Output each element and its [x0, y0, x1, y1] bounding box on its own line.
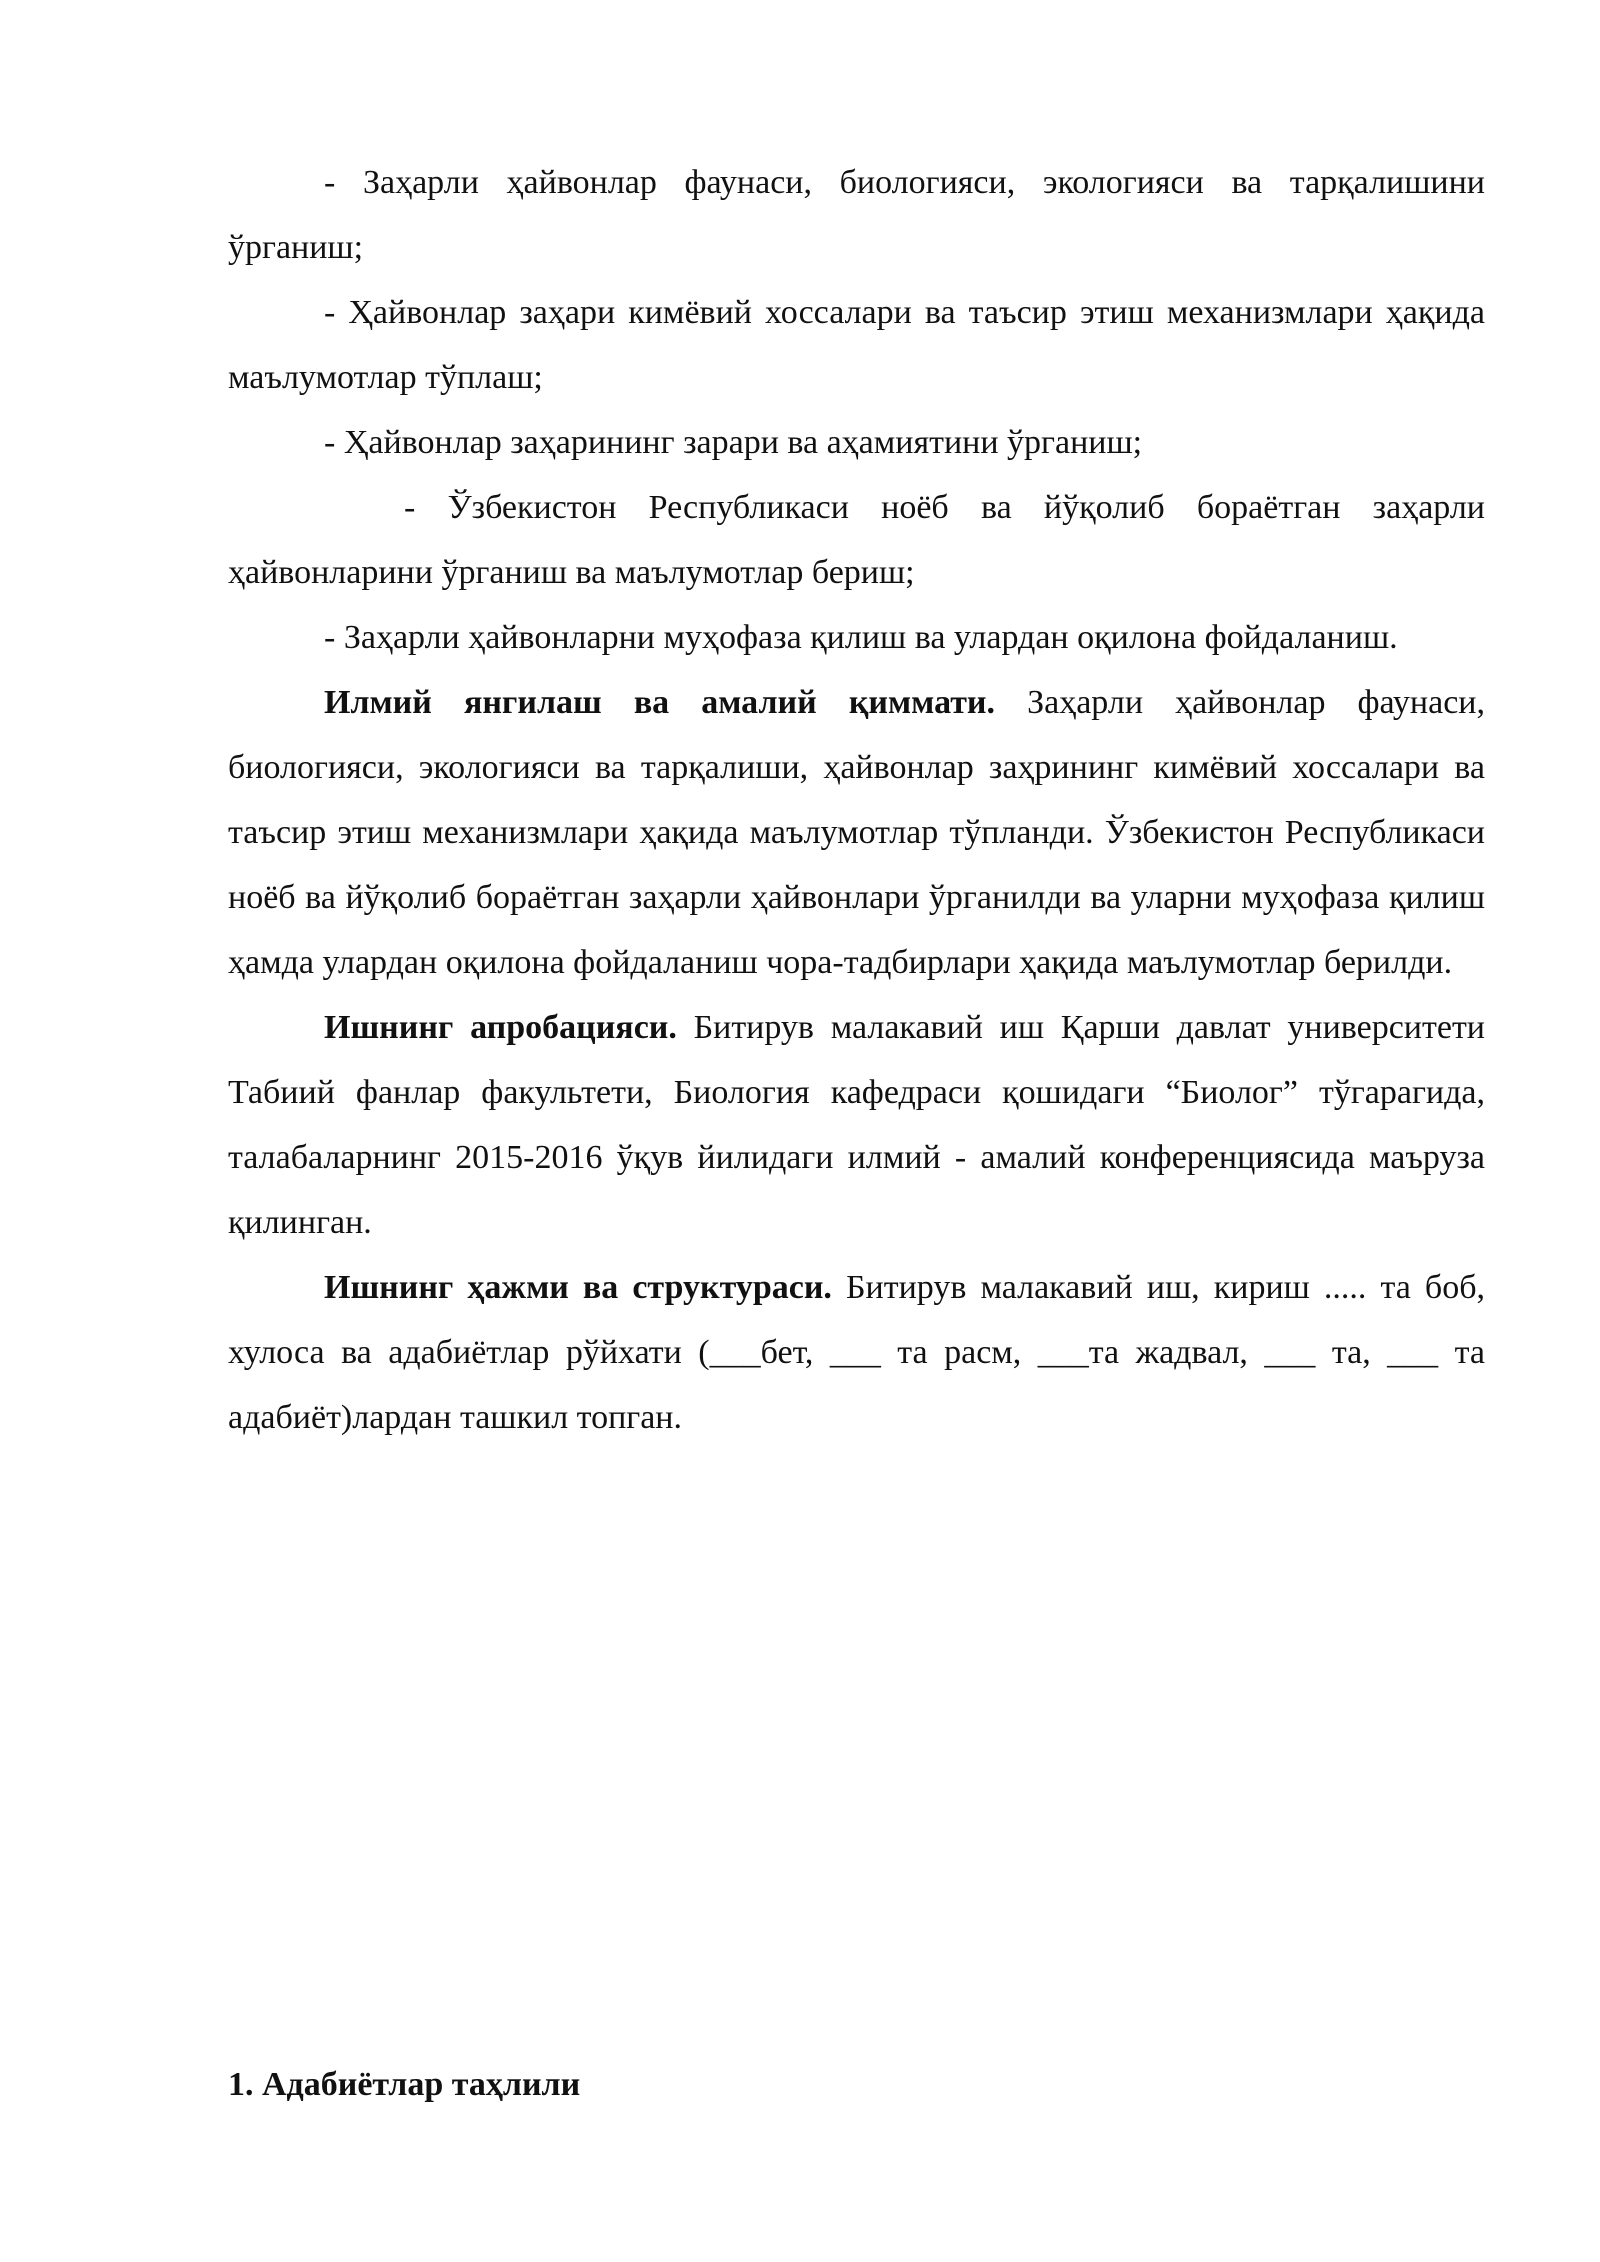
approbation-lead: Ишнинг апробацияси.: [324, 1009, 677, 1046]
section-heading: 1. Адабиётлар таҳлили: [228, 2066, 581, 2103]
structure-paragraph: [228, 1255, 1485, 1450]
approbation-paragraph: [228, 995, 1485, 1255]
task-item-1: - Заҳарли ҳайвонлар фаунаси, биологияси, экологияси ва тарқалишини ўрганиш;: [228, 164, 1485, 266]
novelty-paragraph: [228, 670, 1485, 995]
structure-text: Битирув малакавий иш, кириш ..... та боб, хулоса ва адабиётлар рўйхати (___бет, ___ та расм, ___та жадвал, ___ та, ___ та адабиёт)лардан ташкил топган.: [228, 1269, 1485, 1436]
page-body: [228, 150, 1485, 1450]
task-item-2: - Ҳайвонлар заҳари кимёвий хоссалари ва таъсир этиш механизмлари ҳақида маълумотлар тўплаш;: [228, 294, 1485, 396]
novelty-lead: Илмий янгилаш ва амалий қиммати.: [324, 684, 995, 721]
structure-lead: Ишнинг ҳажми ва структураси.: [324, 1269, 832, 1306]
task-item-3: - Ҳайвонлар заҳарининг зарари ва аҳамиятини ўрганиш;: [324, 424, 1143, 461]
task-item-4: - Ўзбекистон Республикаси ноёб ва йўқолиб бораётган заҳарли ҳайвонларини ўрганиш ва маълумотлар бериш;: [228, 489, 1485, 591]
approbation-text: Битирув малакавий иш Қарши давлат университети Табиий фанлар факультети, Биология кафедраси қошидаги “Биолог” тўгарагида, талабаларнинг 2015-2016 ўқув йилидаги илмий - амалий конференциясида маъруза қилинган.: [228, 1009, 1486, 1241]
task-item-5: - Заҳарли ҳайвонларни муҳофаза қилиш ва улардан оқилона фойдаланиш.: [324, 619, 1398, 656]
novelty-text: Заҳарли ҳайвонлар фаунаси, биологияси, экологияси ва тарқалиши, ҳайвонлар заҳрининг кимёвий хоссалари ва таъсир этиш механизмлари ҳақида маълумотлар тўпланди. Ўзбекистон Республикаси ноёб ва йўқолиб бораётган заҳарли ҳайвонлари ўрганилди ва уларни муҳофаза қилиш ҳамда улардан оқилона фойдаланиш чора-тадбирлари ҳақида маълумотлар берилди.: [228, 684, 1485, 981]
